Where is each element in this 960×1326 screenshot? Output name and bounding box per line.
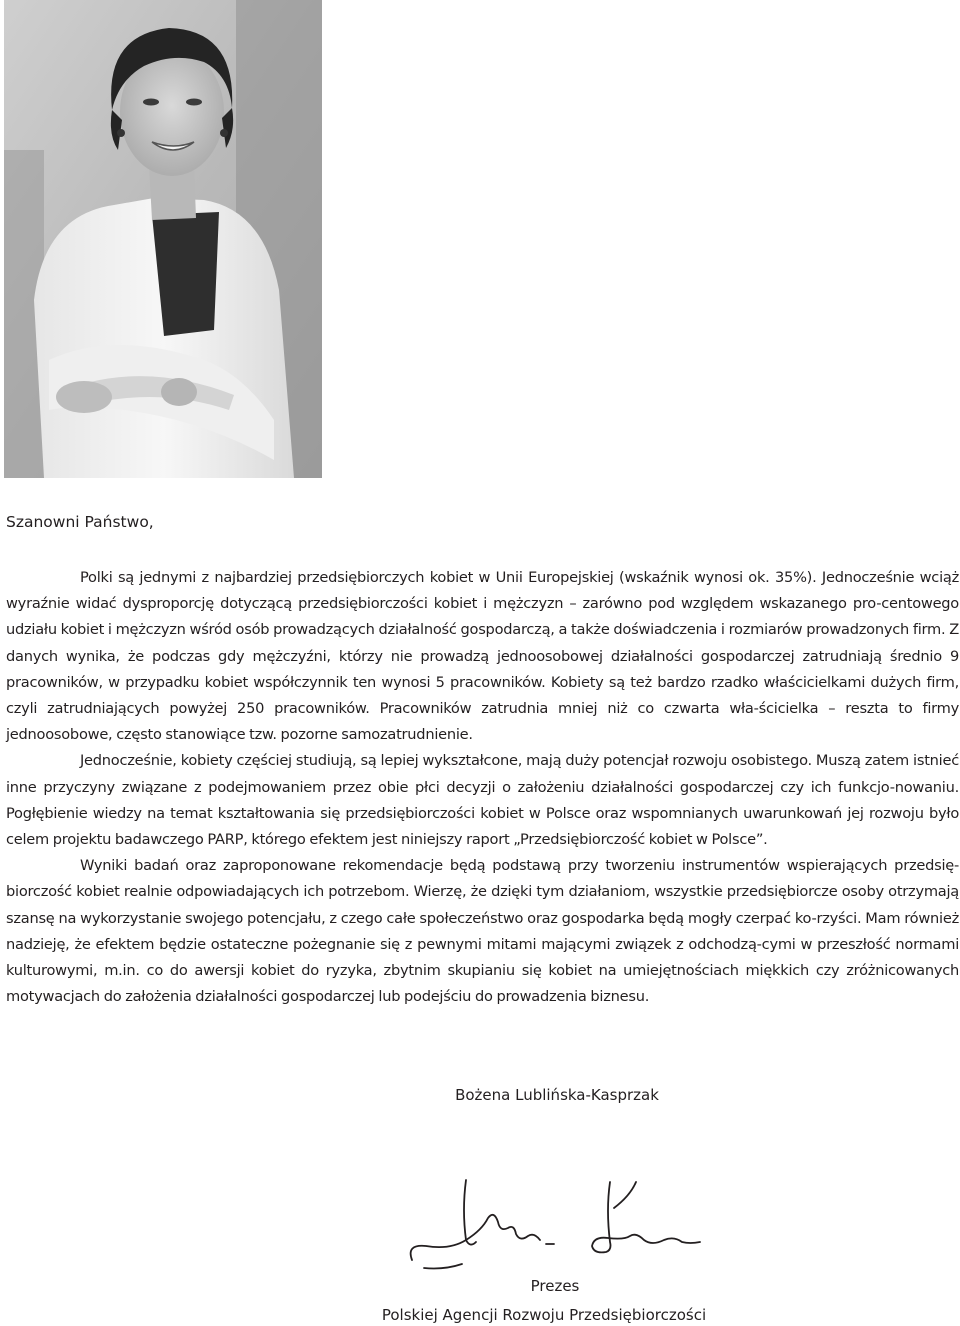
signer-organisation: Polskiej Agencji Rozwoju Przedsiębiorczości [381, 1306, 707, 1324]
letter-paragraph-3: Wyniki badań oraz zaproponowane rekomendacje będą podstawą przy tworzeniu instrumentów wspierających przedsię-biorczość kobiet realnie odpowiadających ich potrzebom. Wierzę, że dzięki tym działaniom, wszystkie przedsiębiorcze osoby otrzymają szansę na wykorzystanie swojego potencjału, z czego całe społeczeństwo oraz gospodarka będą mogły czerpać ko-rzyści. Mam również nadzieję, że efektem będzie ostateczne pożegnanie się z pewnymi mitami mającymi związek z odchodzą-cymi w przeszłość normami kulturowymi, m.in. co do awersji kobiet do ryzyka, zbytnim skupianiu się kobiet na umiejętnościach miękkich czy zróżnicowanych motywacjach do założenia działalności gospodarczej lub podejściu do prowadzenia biznesu. [6, 857, 959, 1006]
author-portrait-photo [4, 0, 322, 478]
letter-paragraph-2: Jednocześnie, kobiety częściej studiują, są lepiej wykształcone, mają duży potencjał rozwoju osobistego. Muszą zatem istnieć inne przyczyny związane z podejmowaniem przez obie płci decyzji o założeniu działalności gospodarczej czy ich funkcjo-nowaniu. Pogłębienie wiedzy na temat kształtowania się przedsiębiorczości kobiet w Polsce oraz wspomnianych uwarunkowań jej rozwoju było celem projektu badawczego PARP, którego efektem jest niniejszy raport „Przedsiębiorczość kobiet w Polsce”. [6, 752, 959, 849]
letter-paragraph-1: Polki są jednymi z najbardziej przedsiębiorczych kobiet w Unii Europejskiej (wskaźnik wynosi ok. 35%). Jednocześnie wciąż wyraźnie widać dysproporcję dotyczącą przedsiębiorczości kobiet i mężczyzn – zarówno pod względem wskazanego pro-centowego udziału kobiet i mężczyzn wśród osób prowadzących działalność gospodarczą, a także doświadczenia i rozmiarów prowadzonych firm. Z danych wynika, że podczas gdy mężczyźni, którzy nie prowadzą jednoosobowej działalności gospodarczej zatrudniają średnio 9 pracowników, w przypadku kobiet współczynnik ten wynosi 5 pracowników. Kobiety są też bardzo rzadko właścicielkami dużych firm, czyli zatrudniających powyżej 250 pracowników. Pracowników zatrudnia mniej niż co czwarta wła-ścicielka – reszta to firmy jednoosobowe, często stanowiące tzw. pozorne samozatrudnienie. [6, 569, 959, 744]
signer-name: Bożena Lublińska-Kasprzak [455, 1086, 659, 1104]
letter-body [6, 565, 959, 1010]
letter-salutation: Szanowni Państwo, [6, 513, 154, 531]
handwritten-signature [404, 1170, 704, 1278]
signer-role: Prezes [530, 1277, 580, 1295]
